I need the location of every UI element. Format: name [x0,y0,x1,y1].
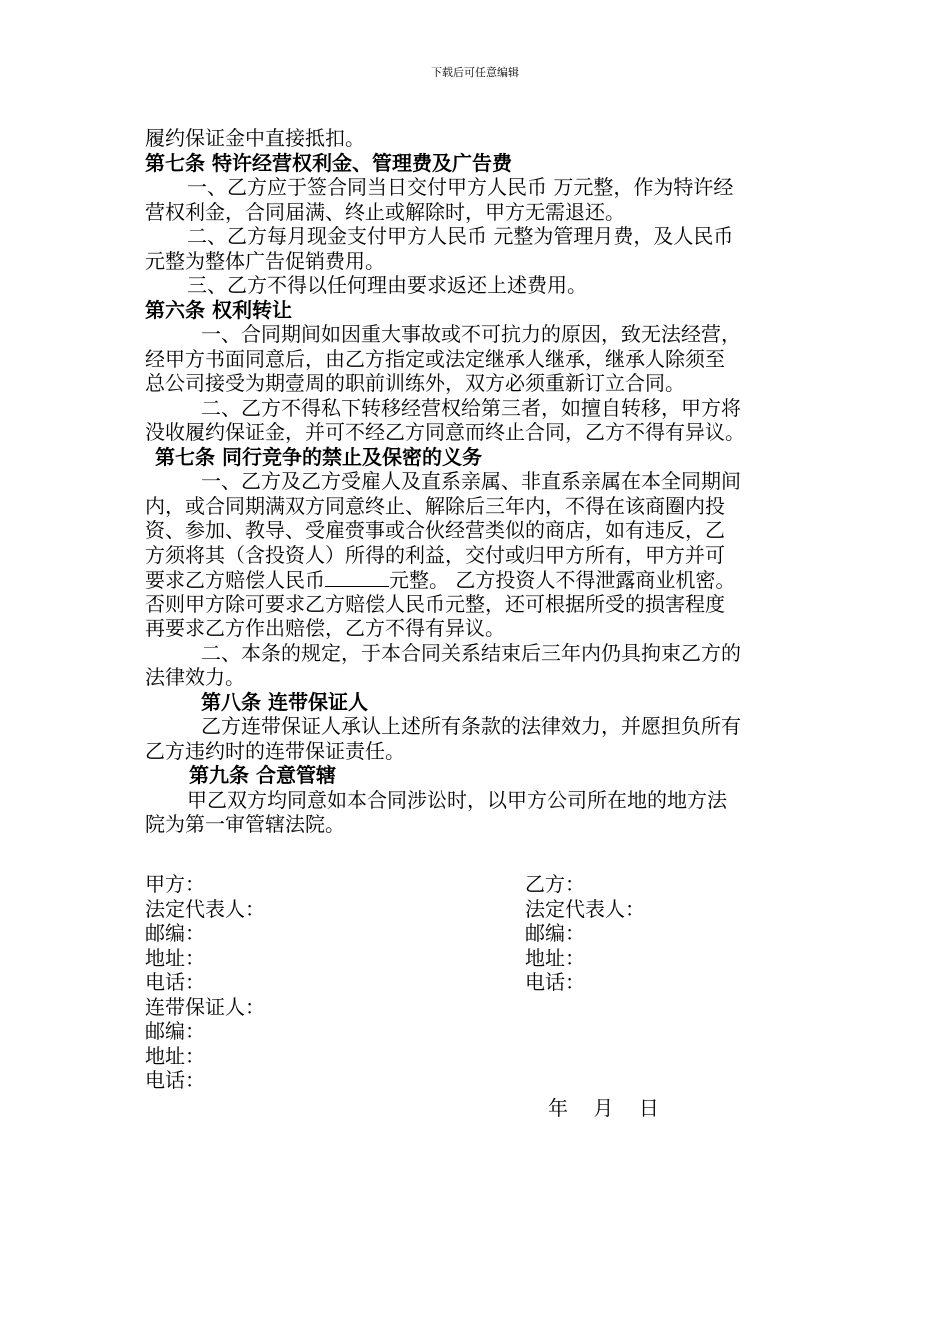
party-a-zip-label: 邮编： [145,921,205,945]
paragraph-line: 二、乙方不得私下转移经营权给第三者，如擅自转移，甲方将 [201,395,741,420]
paragraph-line: 经甲方书面同意后，由乙方指定或法定继承人继承，继承人除须至 [145,346,725,371]
party-a-label: 甲方： [145,872,205,896]
paragraph-line: 一、合同期间如因重大事故或不可抗力的原因，致无法经营， [201,322,741,346]
paragraph-line: 再要求乙方作出赔偿，乙方不得有异议。 [145,616,505,640]
page-header: 下载后可任意编辑 [431,66,519,79]
section-heading: 第七条 同行竞争的禁止及保密的义务 [155,444,482,469]
guarantor-label: 连带保证人： [145,994,265,1019]
paragraph-line: 一、乙方及乙方受雇人及直系亲属、非直系亲属在本全同期间 [201,469,741,493]
section-heading: 第七条 特许经营权利金、管理费及广告费 [145,150,512,175]
guarantor-phone-label: 电话： [145,1068,205,1092]
paragraph-line: 甲乙双方均同意如本合同涉讼时，以甲方公司所在地的地方法 [187,787,727,812]
party-b-label: 乙方： [525,872,585,896]
paragraph-line: 总公司接受为期壹周的职前训练外，双方必须重新订立合同。 [145,371,685,395]
signature-block [145,872,807,1093]
paragraph-line: 内，或合同期满双方同意终止、解除后三年内，不得在该商圈内投 [145,493,725,518]
paragraph-line: 否则甲方除可要求乙方赔偿人民币元整，还可根据所受的损害程度 [145,591,725,616]
paragraph-line: 没收履约保证金，并可不经乙方同意而终止合同，乙方不得有异议。 [145,420,745,444]
guarantor-address-label: 地址： [145,1043,205,1068]
party-a-representative-label: 法定代表人： [145,896,265,921]
party-b-representative-label: 法定代表人： [525,896,645,921]
paragraph-line: 三、乙方不得以任何理由要求返还上述费用。 [187,273,587,297]
paragraph-line: 资、参加、教导、受雇赍事或合伙经营类似的商店，如有违反，乙 [145,518,725,542]
section-heading: 第六条 权利转让 [145,297,292,322]
party-a-address-label: 地址： [145,945,205,970]
party-a-phone-label: 电话： [145,970,205,994]
paragraph-line: 乙方连带保证人承认上述所有条款的法律效力，并愿担负所有 [201,714,741,738]
contract-body [145,126,807,837]
party-b-zip-label: 邮编： [525,921,585,945]
paragraph-line [145,567,807,592]
paragraph-line: 院为第一审管辖法院。 [145,812,345,836]
guarantor-zip-label: 邮编： [145,1019,205,1043]
fill-in-blank [325,567,389,587]
paragraph-line: 方须将其（含投资人）所得的利益，交付或归甲方所有，甲方并可 [145,542,725,567]
paragraph-line: 二、乙方每月现金支付甲方人民币 元整为管理月费，及人民币 [187,224,734,248]
section-heading: 第八条 连带保证人 [201,689,368,714]
party-b-address-label: 地址： [525,945,585,970]
party-b-phone-label: 电话： [525,970,585,994]
text-segment: 要求乙方赔偿人民币 [145,568,325,592]
paragraph-line: 法律效力。 [145,665,245,689]
paragraph-line: 履约保证金中直接抵扣。 [145,126,365,150]
paragraph-line: 乙方违约时的连带保证责任。 [145,738,405,763]
paragraph-line: 营权利金，合同届满、终止或解除时，甲方无需退还。 [145,199,625,224]
paragraph-line: 一、乙方应于签合同当日交付甲方人民币 万元整，作为特许经 [187,175,734,199]
text-segment: 元整。 乙方投资人不得泄露商业机密。 [389,568,736,592]
paragraph-line: 二、本条的规定，于本合同关系结束后三年内仍具拘束乙方的 [201,640,741,665]
signing-date: 年 月 日 [548,1096,659,1120]
paragraph-line: 元整为整体广告促销费用。 [145,248,385,273]
section-heading: 第九条 合意管辖 [189,763,336,787]
